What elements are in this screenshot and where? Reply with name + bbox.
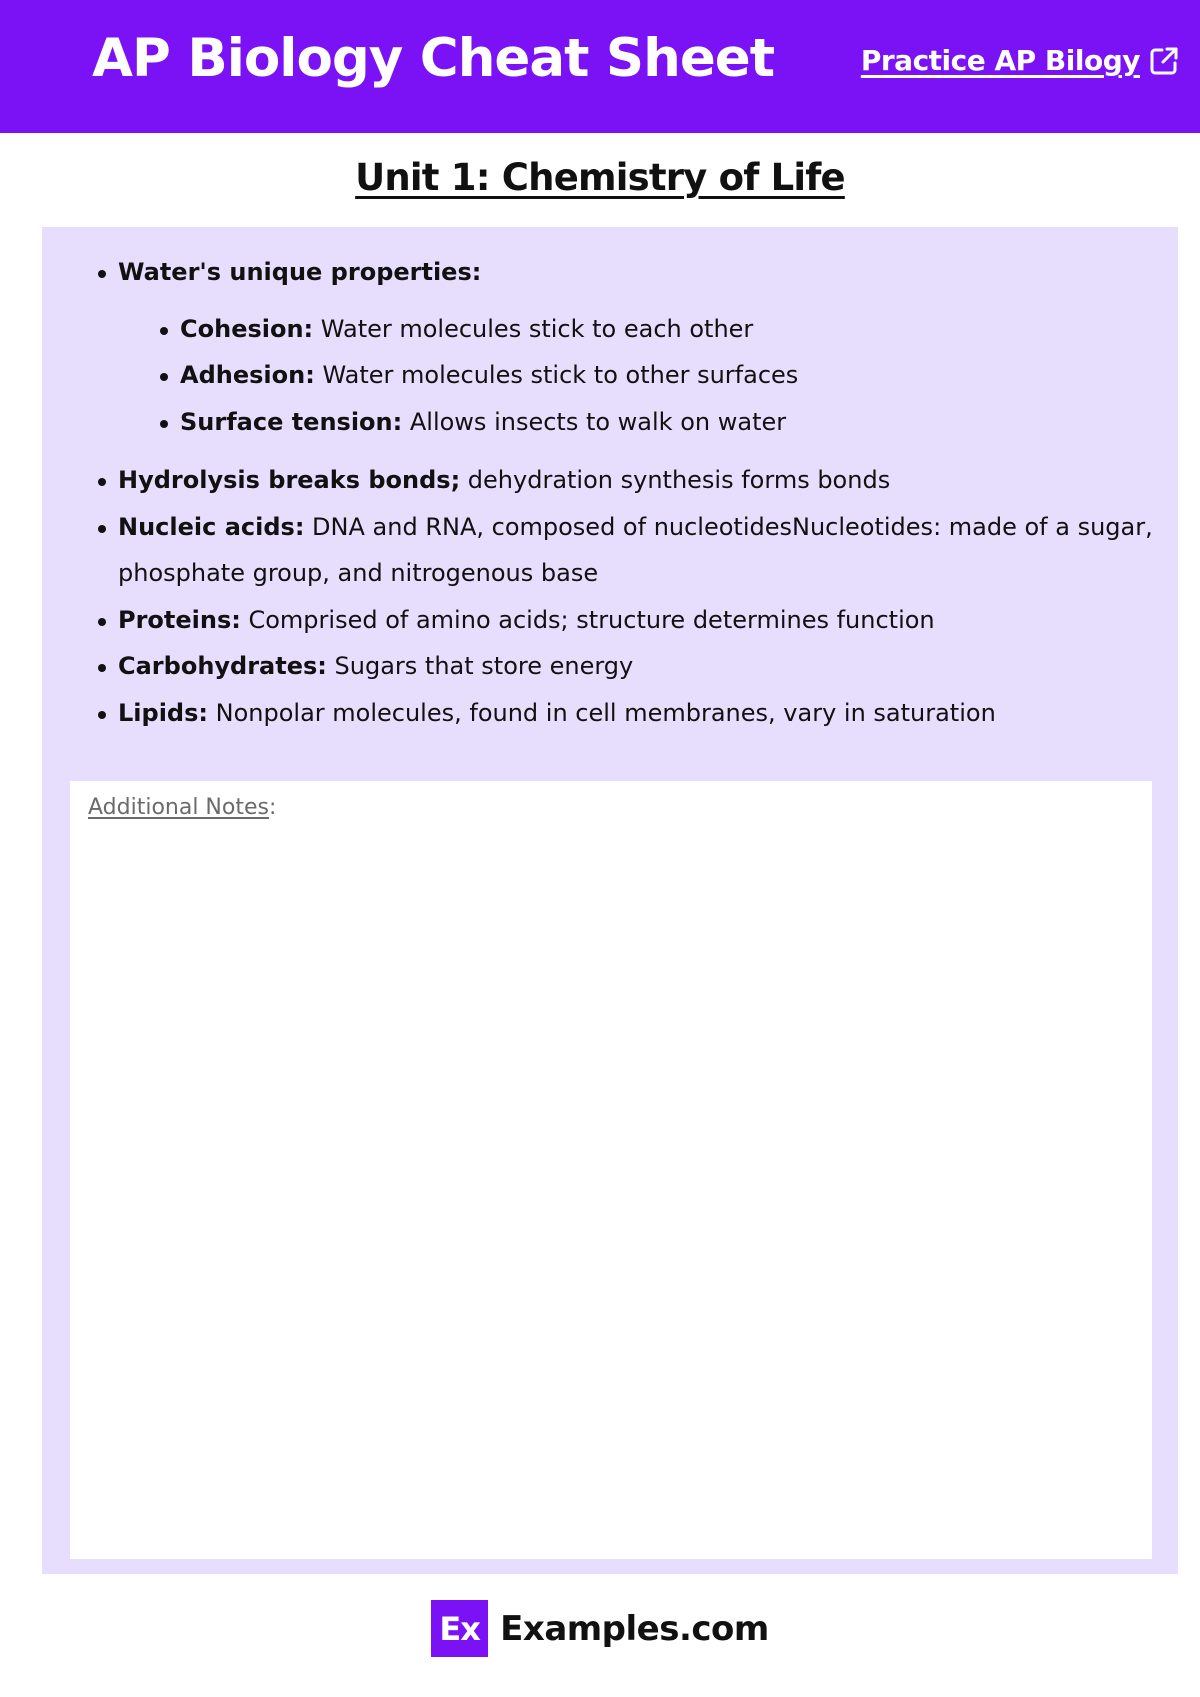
- item-term: Surface tension:: [180, 407, 403, 436]
- list-item-water: [118, 249, 1178, 445]
- item-text: Allows insects to walk on water: [402, 407, 787, 436]
- sub-list-item: [180, 352, 1158, 399]
- item-term: Lipids:: [118, 698, 208, 727]
- footer: [0, 1600, 1200, 1657]
- item-term: Carbohydrates:: [118, 652, 327, 680]
- additional-notes-label: Additional Notes:: [88, 795, 277, 820]
- list-item: [118, 643, 1178, 690]
- practice-ap-biology-link[interactable]: [861, 44, 1180, 77]
- item-term: Cohesion:: [180, 314, 314, 343]
- header-bar: [0, 0, 1200, 133]
- unit-title: Unit 1: Chemistry of Life: [355, 156, 845, 199]
- content-panel: [42, 227, 1178, 1574]
- item-text: DNA and RNA, composed of nucleotidesNucleotides: made of a sugar, phosphate group, and nitrogenous base: [118, 512, 1153, 587]
- item-text: Comprised of amino acids; structure determines function: [240, 605, 935, 634]
- page-title: AP Biology Cheat Sheet: [92, 28, 775, 89]
- water-heading: Water's unique properties:: [118, 258, 482, 286]
- item-term: Hydrolysis breaks bonds;: [118, 466, 461, 494]
- topic-list: [42, 249, 1178, 736]
- external-link-icon: [1148, 45, 1180, 77]
- practice-link-label: Practice AP Bilogy: [860, 44, 1140, 77]
- item-text: Sugars that store energy: [326, 652, 634, 680]
- item-term: Adhesion:: [180, 361, 315, 389]
- list-item: [118, 457, 1178, 504]
- list-item: [118, 690, 1178, 737]
- additional-notes-box[interactable]: [70, 781, 1152, 1559]
- topic-list-container: [42, 249, 1178, 736]
- item-text: Water molecules stick to each other: [313, 314, 754, 343]
- list-item: [118, 504, 1178, 597]
- item-term: Nucleic acids:: [118, 512, 305, 541]
- footer-brand: Examples.com: [500, 1608, 769, 1649]
- item-text: dehydration synthesis forms bonds: [460, 466, 891, 494]
- sub-list-item: [180, 399, 1158, 446]
- list-item: [118, 597, 1178, 644]
- examples-logo: Ex: [431, 1600, 488, 1657]
- water-properties-list: [118, 306, 1158, 446]
- item-term: Proteins:: [118, 605, 241, 634]
- sub-list-item: [180, 306, 1158, 353]
- item-text: Nonpolar molecules, found in cell membranes, vary in saturation: [208, 698, 996, 727]
- item-text: Water molecules stick to other surfaces: [314, 361, 799, 389]
